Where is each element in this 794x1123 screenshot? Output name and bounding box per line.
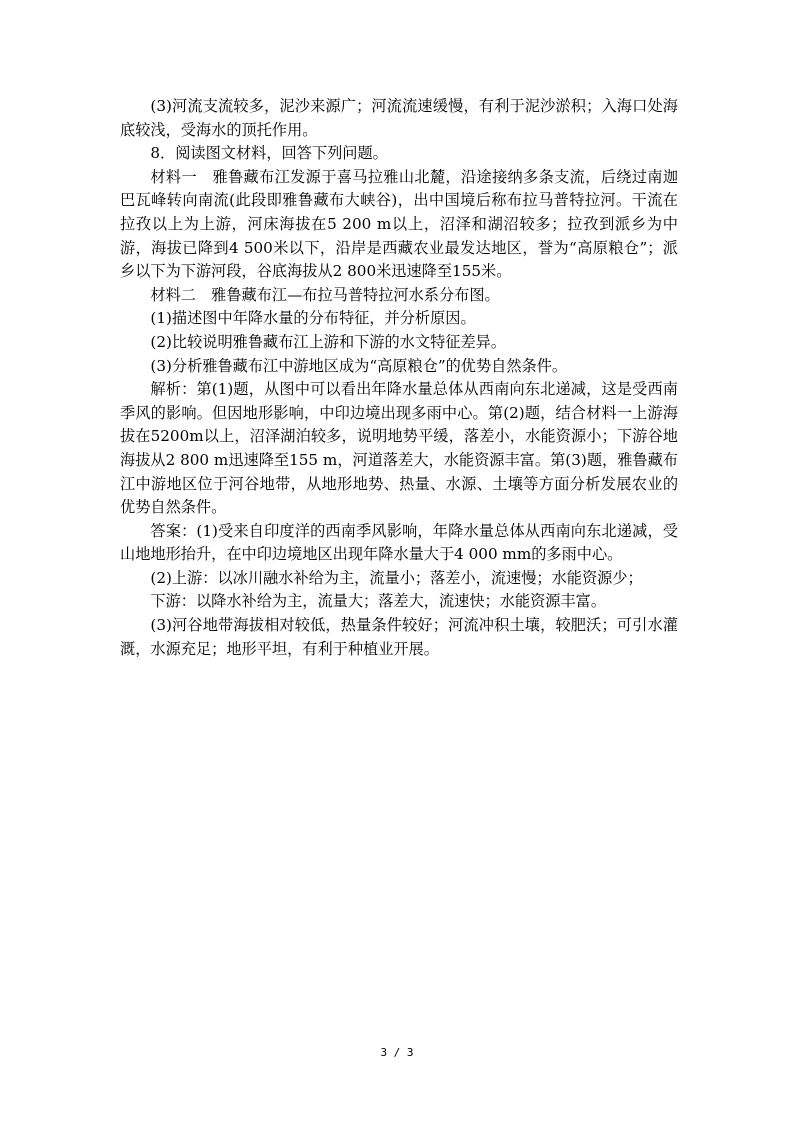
page-number: 3 / 3	[380, 1046, 414, 1059]
question-8-1: (1)描述图中年降水量的分布特征，并分析原因。	[150, 309, 476, 328]
document-body	[120, 95, 678, 661]
answer-1-paragraph: 答案：(1)受来自印度洋的西南季风影响，年降水量总体从西南向东北递减，受山地地形抬升，在中印边境地区出现年降水量大于4 000 mm的多雨中心。	[120, 521, 678, 564]
answer-2-upstream-paragraph: (2)上游：以冰川融水补给为主，流量小；落差小，流速慢；水能资源少；	[150, 568, 643, 587]
question-8-3: (3)分析雅鲁藏布江中游地区成为“高原粮仓”的优势自然条件。	[150, 356, 568, 375]
answer-3-paragraph: (3)河谷地带海拔相对较低，热量条件较好；河流冲积土壤，较肥沃；可引水灌溉，水源充足；地形平坦，有利于种植业开展。	[120, 616, 678, 658]
analysis-paragraph: 解析：第(1)题，从图中可以看出年降水量总体从西南向东北递减，这是受西南季风的影响。但因地形影响，中印边境出现多雨中心。第(2)题，结合材料一上游海拔在5200m以上，沼泽湖泊较多，说明地势平缓，落差小，水能资源小；下游谷地海拔从2 800 m迅速降至155 m，河道落差大，水能资源丰富。第(3)题，雅鲁藏布江中游地区位于河谷地带，从地形地势、热量、水源、土壤等方面分析发展农业的优势自然条件。	[120, 380, 678, 517]
question-8-heading: 8．阅读图文材料，回答下列问题。	[150, 144, 388, 163]
answer-7-3-paragraph: (3)河流支流较多，泥沙来源广；河流流速缓慢，有利于泥沙淤积；入海口处海底较浅，受海水的顶托作用。	[120, 97, 678, 139]
material-2-paragraph: 材料二 雅鲁藏布江—布拉马普特拉河水系分布图。	[150, 285, 500, 304]
answer-2-downstream-paragraph: 下游：以降水补给为主，流量大；落差大，流速快；水能资源丰富。	[150, 592, 607, 611]
material-1-paragraph: 材料一 雅鲁藏布江发源于喜马拉雅山北麓，沿途接纳多条支流，后绕过南迦巴瓦峰转向南流(此段即雅鲁藏布大峡谷)，出中国境后称布拉马普特拉河。干流在拉孜以上为上游，河床海拔在5 200 m以上，沼泽和湖沼较多；拉孜到派乡为中游，海拔已降到4 500米以下，沿岸是西藏农业最发达地区，誉为“高原粮仓”；派乡以下为下游河段，谷底海拔从2 800米迅速降至155米。	[120, 167, 678, 281]
question-8-2: (2)比较说明雅鲁藏布江上游和下游的水文特征差异。	[150, 332, 507, 351]
